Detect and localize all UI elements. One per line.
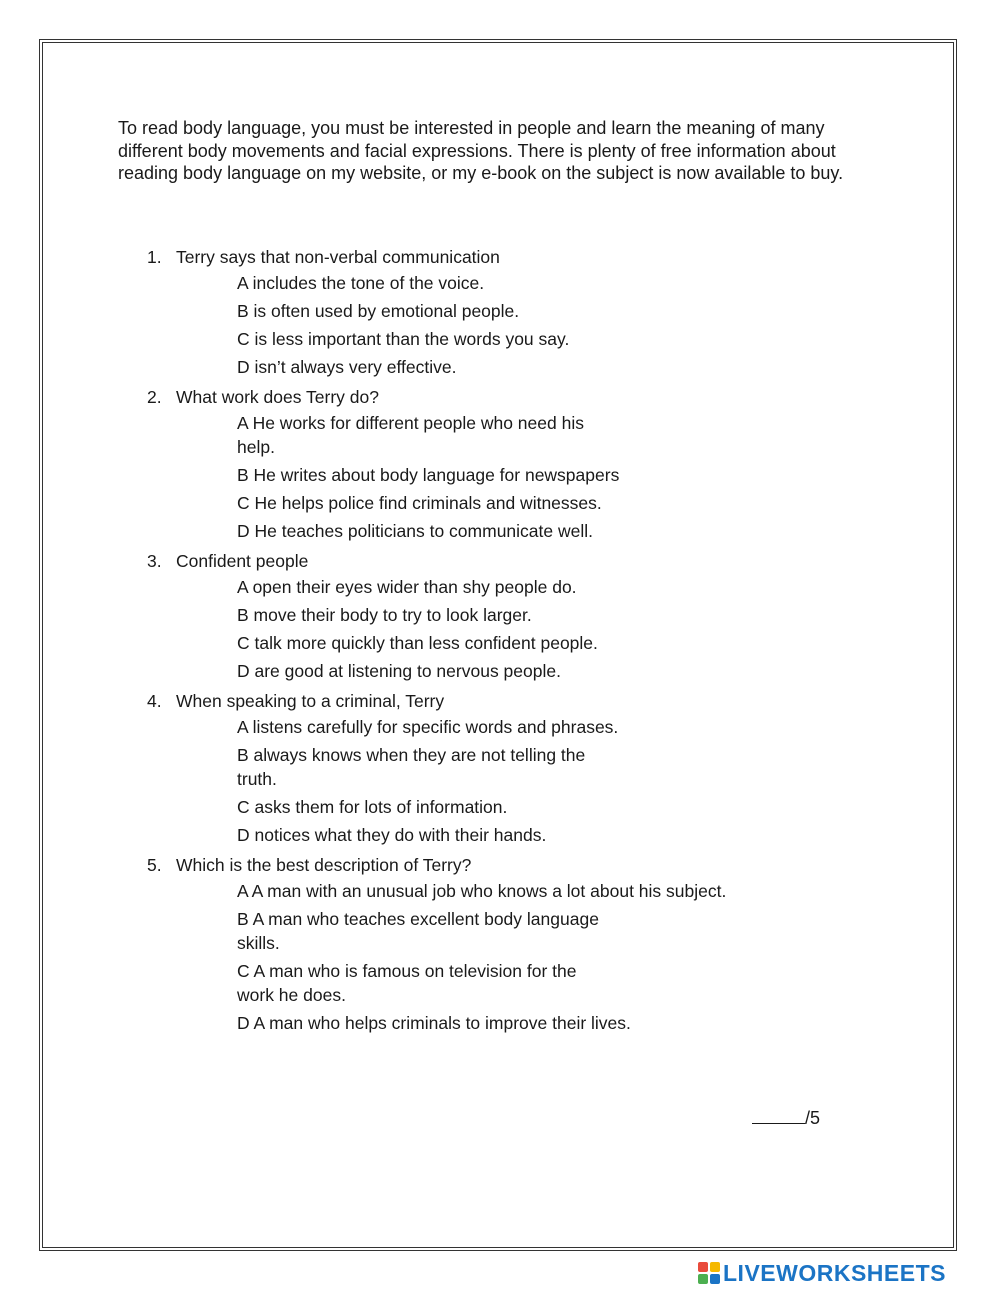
- question-number: 5.: [147, 855, 162, 875]
- option-a[interactable]: A A man with an unusual job who knows a lot about his subject.: [237, 881, 727, 901]
- option-c[interactable]: C asks them for lots of information.: [237, 797, 508, 817]
- question-text: Which is the best description of Terry?: [176, 855, 472, 875]
- question-2: [147, 383, 867, 543]
- score-blank[interactable]: [752, 1106, 805, 1124]
- option-c[interactable]: C talk more quickly than less confident people.: [237, 633, 598, 653]
- option-c[interactable]: C He helps police find criminals and witnesses.: [237, 493, 602, 513]
- option-d[interactable]: D isn’t always very effective.: [237, 357, 457, 377]
- score-total: /5: [805, 1108, 821, 1128]
- option-a[interactable]: A open their eyes wider than shy people do.: [237, 577, 577, 597]
- intro-paragraph: To read body language, you must be interested in people and learn the meaning of many different body movements and facial expressions. There is plenty of free information about reading body language on my website, or my e-book on the subject is now available to buy.: [118, 118, 844, 183]
- option-c[interactable]: C is less important than the words you say.: [237, 329, 570, 349]
- question-number: 2.: [147, 387, 162, 407]
- option-d[interactable]: D are good at listening to nervous people.: [237, 661, 561, 681]
- question-text: Terry says that non-verbal communication: [176, 247, 500, 267]
- option-b[interactable]: B He writes about body language for newspapers: [237, 465, 620, 485]
- option-a[interactable]: A listens carefully for specific words and phrases.: [237, 717, 619, 737]
- question-text: Confident people: [176, 551, 309, 571]
- liveworksheets-logo: [698, 1260, 946, 1286]
- question-5: [147, 851, 867, 1035]
- question-1: [147, 243, 867, 379]
- option-c[interactable]: C A man who is famous on television for the work he does.: [237, 961, 577, 1005]
- question-number: 4.: [147, 691, 162, 711]
- option-d[interactable]: D He teaches politicians to communicate well.: [237, 521, 593, 541]
- option-b[interactable]: B always knows when they are not telling the truth.: [237, 745, 586, 789]
- option-d[interactable]: D notices what they do with their hands.: [237, 825, 547, 845]
- option-a[interactable]: A He works for different people who need his help.: [237, 413, 584, 457]
- question-3: [147, 547, 867, 683]
- option-d[interactable]: D A man who helps criminals to improve their lives.: [237, 1013, 631, 1033]
- question-number: 1.: [147, 247, 162, 267]
- logo-text: LIVEWORKSHEETS: [723, 1259, 946, 1286]
- option-b[interactable]: B is often used by emotional people.: [237, 301, 520, 321]
- logo-blocks-icon: [698, 1262, 720, 1284]
- question-4: [147, 687, 867, 847]
- score-field[interactable]: [752, 1106, 820, 1129]
- question-text: When speaking to a criminal, Terry: [176, 691, 445, 711]
- question-text: What work does Terry do?: [176, 387, 379, 407]
- option-b[interactable]: B A man who teaches excellent body language skills.: [237, 909, 599, 953]
- option-a[interactable]: A includes the tone of the voice.: [237, 273, 485, 293]
- question-list: [147, 243, 867, 1039]
- question-number: 3.: [147, 551, 162, 571]
- option-b[interactable]: B move their body to try to look larger.: [237, 605, 532, 625]
